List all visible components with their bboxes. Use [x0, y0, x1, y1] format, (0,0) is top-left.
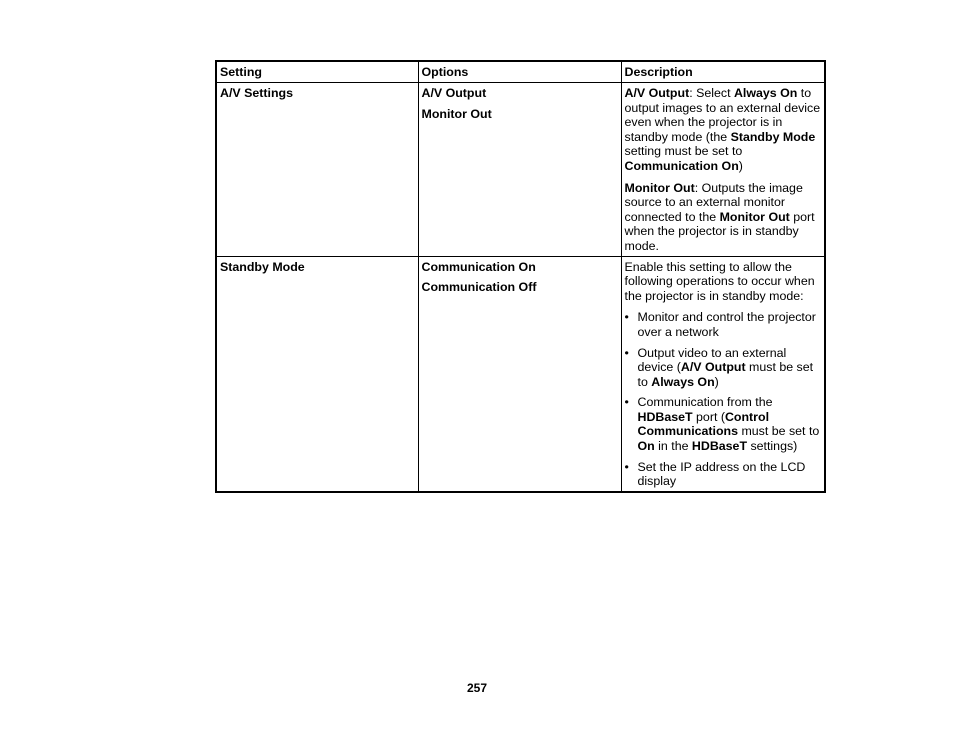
- bold-term: Monitor Out: [624, 180, 695, 195]
- setting-name: Standby Mode: [220, 259, 305, 274]
- page-number: 257: [466, 681, 488, 695]
- bold-term: A/V Output: [624, 86, 690, 100]
- settings-table: [215, 60, 826, 493]
- bold-term: HDBaseT: [637, 409, 693, 424]
- bullet-list: [625, 310, 822, 489]
- option-label: A/V Output: [421, 86, 487, 100]
- list-item: • Output video to an external device (A/V Output must be set to Always On): [624, 345, 814, 389]
- description-cell: [621, 256, 825, 492]
- bold-term: On: [637, 439, 655, 454]
- bold-term: Standby Mode: [730, 129, 816, 144]
- table-header-row: [216, 61, 825, 83]
- table-body: [216, 83, 825, 492]
- options-cell: [418, 256, 621, 492]
- bullet-icon: •: [624, 345, 629, 360]
- list-item: • Monitor and control the projector over a network: [624, 310, 816, 339]
- bold-term: Always On: [651, 374, 715, 389]
- bold-term: Monitor Out: [719, 209, 790, 224]
- setting-cell: [216, 256, 418, 492]
- column-header-setting: Setting: [216, 61, 418, 83]
- table-row: [216, 256, 825, 492]
- option-label: Monitor Out: [421, 106, 492, 121]
- description-cell: [621, 83, 825, 257]
- setting-name: A/V Settings: [220, 86, 293, 100]
- bold-term: Control Communications: [637, 409, 770, 439]
- bold-term: HDBaseT: [691, 439, 748, 454]
- list-item: • Communication from the HDBaseT port (Control Communications must be set to On in the HDBaseT settings): [624, 395, 820, 454]
- option-label: Communication On: [421, 259, 536, 274]
- column-header-description: Description: [621, 61, 825, 83]
- description-paragraph: A/V Output: Select Always On to output images to an external device even when the projector is in standby mode (the Standby Mode setting must be set to Communication On): [624, 86, 821, 173]
- bullet-icon: •: [624, 395, 629, 410]
- list-item: • Set the IP address on the LCD display: [624, 459, 806, 489]
- options-cell: [418, 83, 621, 257]
- bold-term: Always On: [733, 86, 798, 100]
- bullet-icon: •: [624, 459, 629, 474]
- setting-cell: [216, 83, 418, 257]
- description-paragraph: Enable this setting to allow the following operations to occur when the projector is in standby mode:: [624, 259, 815, 303]
- bold-term: Communication On: [624, 158, 739, 173]
- bullet-icon: •: [624, 310, 629, 325]
- option-label: Communication Off: [421, 280, 537, 295]
- column-header-options: Options: [418, 61, 621, 83]
- bold-term: A/V Output: [680, 360, 746, 375]
- table-row: [216, 83, 825, 257]
- description-paragraph: Monitor Out: Outputs the image source to an external monitor connected to the Monitor Out port when the projector is in standby mode.: [624, 180, 815, 253]
